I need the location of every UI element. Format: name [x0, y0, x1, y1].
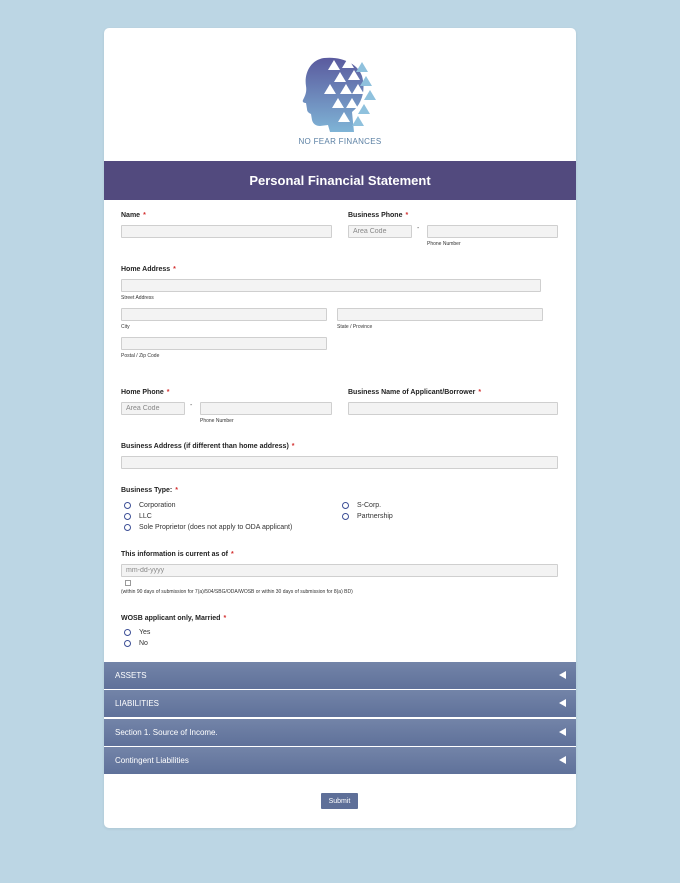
brand-name: NO FEAR FINANCES [298, 137, 382, 146]
state-province-input[interactable] [337, 308, 543, 321]
current-as-of-note: (within 90 days of submission for 7(a)/504/SBG/ODA/WOSB or within 30 days of submission for 8(a) BD) [121, 589, 353, 595]
street-address-input[interactable] [121, 279, 541, 292]
state-province-sublabel: State / Province [337, 324, 373, 330]
required-mark: * [166, 389, 170, 396]
collapse-arrow-icon [559, 756, 566, 764]
head-triangles-logo-icon [300, 54, 380, 134]
name-label: Name * [121, 212, 146, 219]
business-phone-label: Business Phone * [348, 212, 409, 219]
required-mark: * [291, 443, 295, 450]
business-address-label: Business Address (if different than home address) * [121, 443, 295, 450]
radio-circle-icon[interactable] [124, 524, 131, 531]
current-as-of-label: This information is current as of * [121, 551, 234, 558]
form-title: Personal Financial Statement [104, 161, 576, 200]
business-address-input[interactable] [121, 456, 558, 469]
required-mark: * [405, 212, 409, 219]
name-input[interactable] [121, 225, 332, 238]
radio-circle-icon[interactable] [342, 513, 349, 520]
required-mark: * [143, 212, 146, 219]
radio-circle-icon[interactable] [124, 513, 131, 520]
section-liabilities[interactable]: LIABILITIES [104, 690, 576, 717]
business-phone-number-sublabel: Phone Number [427, 241, 461, 247]
wosb-married-option-yes[interactable]: Yes [124, 627, 150, 637]
business-name-label: Business Name of Applicant/Borrower * [348, 389, 482, 396]
wosb-married-option-no[interactable]: No [124, 638, 148, 648]
business-phone-number-input[interactable] [427, 225, 558, 238]
collapse-arrow-icon [559, 699, 566, 707]
radio-circle-icon[interactable] [342, 502, 349, 509]
required-mark: * [230, 551, 234, 558]
business-type-option-llc[interactable]: LLC [124, 511, 152, 521]
required-mark: * [223, 615, 227, 622]
business-type-option-sole-proprietor[interactable]: Sole Proprietor (does not apply to ODA applicant) [124, 522, 292, 532]
street-address-sublabel: Street Address [121, 295, 154, 301]
city-input[interactable] [121, 308, 327, 321]
business-type-option-partnership[interactable]: Partnership [342, 511, 393, 521]
business-type-label: Business Type: * [121, 487, 178, 494]
business-type-option-s-corp[interactable]: S-Corp. [342, 500, 381, 510]
section-source-of-income[interactable]: Section 1. Source of Income. [104, 719, 576, 746]
home-phone-label: Home Phone * [121, 389, 170, 396]
home-address-label: Home Address * [121, 266, 176, 273]
section-contingent-liabilities[interactable]: Contingent Liabilities [104, 747, 576, 774]
collapse-arrow-icon [559, 671, 566, 679]
business-type-option-corporation[interactable]: Corporation [124, 500, 176, 510]
submit-button[interactable]: Submit [321, 793, 358, 809]
logo [104, 28, 576, 161]
collapse-arrow-icon [559, 728, 566, 736]
postal-zip-input[interactable] [121, 337, 327, 350]
radio-circle-icon[interactable] [124, 629, 131, 636]
required-mark: * [478, 389, 482, 396]
home-phone-number-input[interactable] [200, 402, 332, 415]
current-as-of-date-input[interactable] [121, 564, 558, 577]
form-card [104, 28, 576, 828]
business-name-input[interactable] [348, 402, 558, 415]
radio-circle-icon[interactable] [124, 640, 131, 647]
home-phone-number-sublabel: Phone Number [200, 418, 234, 424]
wosb-married-label: WOSB applicant only, Married * [121, 615, 227, 622]
radio-circle-icon[interactable] [124, 502, 131, 509]
business-phone-area-code-input[interactable] [348, 225, 412, 238]
postal-zip-sublabel: Postal / Zip Code [121, 353, 160, 359]
phone-separator: - [190, 402, 193, 409]
required-mark: * [175, 487, 178, 494]
city-sublabel: City [121, 324, 130, 330]
required-mark: * [173, 266, 176, 273]
calendar-icon[interactable] [125, 580, 131, 586]
section-assets[interactable]: ASSETS [104, 662, 576, 689]
home-phone-area-code-input[interactable] [121, 402, 185, 415]
phone-separator: - [417, 225, 420, 232]
